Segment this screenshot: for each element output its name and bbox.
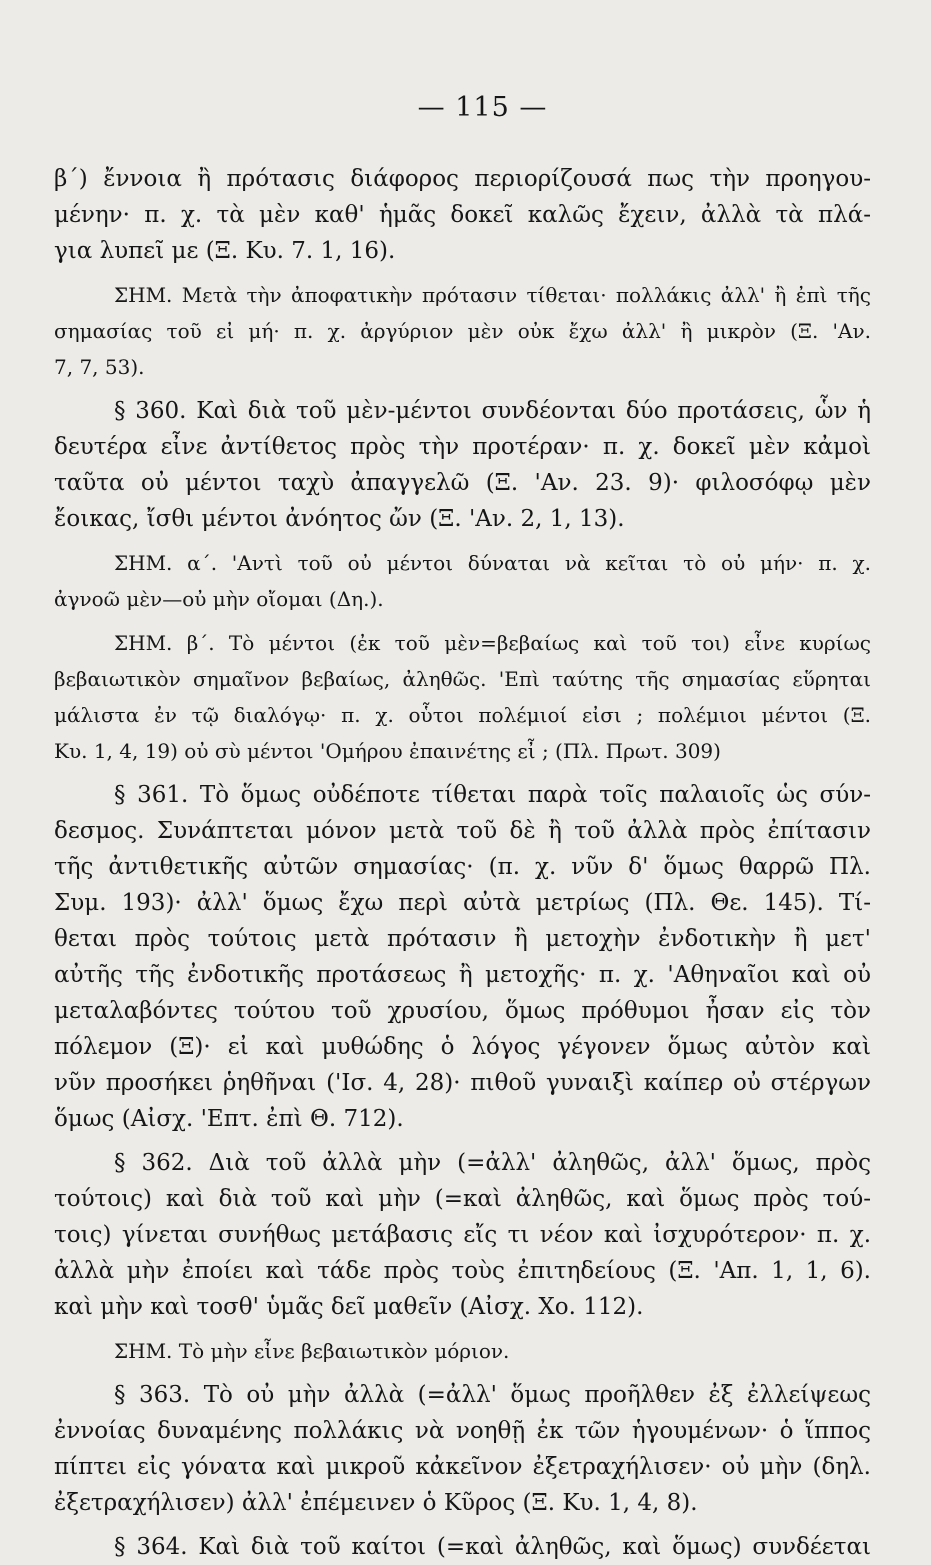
line-gap (54, 617, 871, 625)
text-line: θεται πρὸς τούτοις μετὰ πρότασιν ἢ μετοχὴν ἐνδοτικὴν ἢ μετ' (54, 926, 871, 952)
line-gap (54, 537, 871, 545)
text-line: τοις) γίνεται συνήθως μετάβασις εἴς τι νέον καὶ ἰσχυρότερον· π. χ. (54, 1222, 871, 1248)
text-line: μένην· π. χ. τὰ μὲν καθ' ἡμᾶς δοκεῖ καλῶς ἔχειν, ἀλλὰ τὰ πλά- (54, 202, 871, 228)
line-gap (54, 1325, 871, 1333)
line-gap (54, 769, 871, 777)
text-line: ΣΗΜ. Μετὰ τὴν ἀποφατικὴν πρότασιν τίθεται· πολλάκις ἀλλ' ἢ ἐπὶ τῆς (114, 283, 871, 307)
text-line: ΣΗΜ. Τὸ μὴν εἶνε βεβαιωτικὸν μόριον. (114, 1339, 510, 1363)
text-line: § 364. Καὶ διὰ τοῦ καίτοι (=καὶ ἀληθῶς, καὶ ὅμως) συνδέεται (114, 1534, 871, 1560)
text-line: ταῦτα οὐ μέντοι ταχὺ ἀπαγγελῶ (Ξ. 'Αν. 23. 9)· φιλοσόφῳ μὲν (54, 470, 871, 496)
text-line: Κυ. 1, 4, 19) οὐ σὺ μέντοι 'Ομήρου ἐπαινέτης εἶ ; (Πλ. Πρωτ. 309) (54, 739, 721, 763)
line-gap (54, 1137, 871, 1145)
text-line: καὶ μὴν καὶ τοσθ' ὑμᾶς δεῖ μαθεῖν (Αἰσχ. Χο. 112). (54, 1294, 644, 1320)
text-line: ἀλλὰ μὴν ἐποίει καὶ τάδε πρὸς τοὺς ἐπιτηδείους (Ξ. 'Απ. 1, 1, 6). (54, 1258, 871, 1284)
text-line: βεβαιωτικὸν σημαῖνον βεβαίως, ἀληθῶς. 'Επὶ ταύτης τῆς σημασίας εὕρηται (54, 667, 871, 691)
text-line: πόλεμον (Ξ)· εἰ καὶ μυθώδης ὁ λόγος γέγονεν ὅμως αὐτὸν καὶ (54, 1034, 871, 1060)
line-gap (54, 269, 871, 277)
line-gap (54, 1369, 871, 1377)
text-line: μεταλαβόντες τούτου τοῦ χρυσίου, ὅμως πρόθυμοι ἦσαν εἰς τὸν (54, 998, 871, 1024)
text-line: § 361. Τὸ ὅμως οὐδέποτε τίθεται παρὰ τοῖς παλαιοῖς ὡς σύν- (114, 782, 871, 808)
text-line: δεσμος. Συνάπτεται μόνον μετὰ τοῦ δὲ ἢ τοῦ ἀλλὰ πρὸς ἐπίτασιν (54, 818, 871, 844)
text-line: αὐτῆς τῆς ἐνδοτικῆς προτάσεως ἢ μετοχῆς· π. χ. 'Αθηναῖοι καὶ οὐ (54, 962, 871, 988)
text-line: ὅμως (Αἰσχ. 'Επτ. ἐπὶ Θ. 712). (54, 1106, 404, 1132)
text-line: § 363. Τὸ οὐ μὴν ἀλλὰ (=ἀλλ' ὅμως προῆλθεν ἐξ ἐλλείψεως (114, 1382, 871, 1408)
text-line: Συμ. 193)· ἀλλ' ὅμως ἔχω περὶ αὐτὰ μετρίως (Πλ. Θε. 145). Τί- (54, 890, 871, 916)
text-line: ΣΗΜ. β΄. Τὸ μέντοι (ἐκ τοῦ μὲν=βεβαίως καὶ τοῦ τοι) εἶνε κυρίως (114, 631, 871, 655)
text-line: νῦν προσήκει ῥηθῆναι ('Ισ. 4, 28)· πιθοῦ γυναιξὶ καίπερ οὐ στέργων (54, 1070, 871, 1096)
text-line: ἔοικας, ἴσθι μέντοι ἀνόητος ὤν (Ξ. 'Αν. 2, 1, 13). (54, 506, 625, 532)
line-gap (54, 385, 871, 393)
line-gap (54, 1521, 871, 1529)
text-line: πίπτει εἰς γόνατα καὶ μικροῦ κἀκεῖνον ἐξετραχήλισεν· οὐ μὴν (δηλ. (54, 1454, 871, 1480)
text-line: ἐξετραχήλισεν) ἀλλ' ἐπέμεινεν ὁ Κῦρος (Ξ. Κυ. 1, 4, 8). (54, 1490, 698, 1516)
text-body (54, 161, 871, 1565)
text-line: δευτέρα εἶνε ἀντίθετος πρὸς τὴν προτέραν· π. χ. δοκεῖ μὲν κἀμοὶ (54, 434, 871, 460)
text-line: β΄) ἔννοια ἢ πρότασις διάφορος περιορίζουσά πως τὴν προηγου- (54, 166, 871, 192)
page-number: — 115 — (417, 92, 548, 123)
text-line: τῆς ἀντιθετικῆς αὐτῶν σημασίας· (π. χ. νῦν δ' ὅμως θαρρῶ Πλ. (54, 854, 871, 880)
text-line: ΣΗΜ. α΄. 'Αντὶ τοῦ οὐ μέντοι δύναται νὰ κεῖται τὸ οὐ μήν· π. χ. (114, 551, 871, 575)
text-line: ἐννοίας δυναμένης πολλάκις νὰ νοηθῇ ἐκ τῶν ἡγουμένων· ὁ ἵππος (54, 1418, 871, 1444)
text-line: μάλιστα ἐν τῷ διαλόγῳ· π. χ. οὗτοι πολέμιοί εἰσι ; πολέμιοι μέντοι (Ξ. (54, 703, 871, 727)
text-line: ἀγνοῶ μὲν—οὐ μὴν οἴομαι (Δη.). (54, 587, 384, 611)
text-line: § 360. Καὶ διὰ τοῦ μὲν-μέντοι συνδέονται δύο προτάσεις, ὧν ἡ (114, 398, 871, 424)
text-line: § 362. Διὰ τοῦ ἀλλὰ μὴν (=ἀλλ' ἀληθῶς, ἀλλ' ὅμως, πρὸς (114, 1150, 871, 1176)
text-line: 7, 7, 53). (54, 355, 145, 379)
text-line: σημασίας τοῦ εἰ μή· π. χ. ἀργύριον μὲν οὐκ ἔχω ἀλλ' ἢ μικρὸν (Ξ. 'Αν. (54, 319, 871, 343)
text-line: τούτοις) καὶ διὰ τοῦ καὶ μὴν (=καὶ ἀληθῶς, καὶ ὅμως πρὸς τού- (54, 1186, 871, 1212)
text-line: για λυπεῖ με (Ξ. Κυ. 7. 1, 16). (54, 238, 396, 264)
